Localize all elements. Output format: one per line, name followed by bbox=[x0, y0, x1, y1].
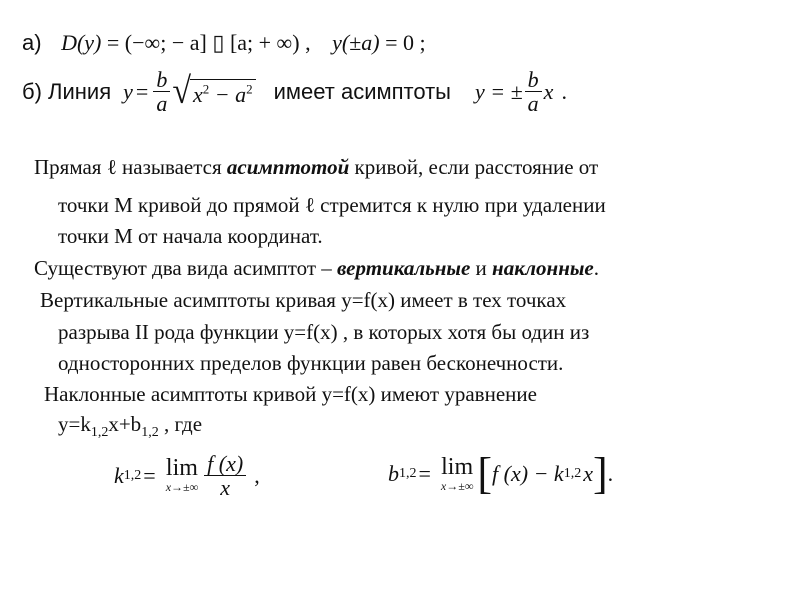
asymptote-lhs: y = ± bbox=[474, 78, 523, 104]
b-lim-word: lim bbox=[441, 453, 474, 480]
types-line bbox=[34, 256, 599, 281]
power-1: 2 bbox=[202, 81, 210, 97]
open-bracket: [ bbox=[477, 449, 493, 498]
part-a-line bbox=[22, 30, 426, 56]
obl-rest: , где bbox=[158, 412, 203, 436]
power-2: 2 bbox=[246, 81, 253, 97]
asymptote-denominator: a bbox=[527, 91, 539, 117]
b-over-a-fraction bbox=[153, 68, 170, 115]
part-b-line bbox=[22, 68, 567, 115]
k-eq: = bbox=[143, 462, 156, 488]
k-lim-sub: x→±∞ bbox=[165, 480, 199, 495]
obl-y: y=k bbox=[58, 412, 91, 436]
domain-eq: = bbox=[106, 30, 120, 55]
k-limit bbox=[166, 456, 198, 494]
def-line-2: точки M кривой до прямой ℓ стремится к нулю при удалении bbox=[58, 193, 606, 217]
obl-sub-1: 1,2 bbox=[90, 425, 109, 441]
asymptote-x: x bbox=[543, 78, 554, 104]
b-lhs: b bbox=[388, 461, 399, 486]
b-lhs-sub: 1,2 bbox=[399, 466, 417, 481]
value-rhs: = 0 bbox=[385, 30, 414, 55]
part-a-semicolon: ; bbox=[419, 30, 426, 55]
b-lim-sub: x→±∞ bbox=[440, 478, 474, 493]
obl-line-1: Наклонные асимптоты кривой y=f(x) имеют уравнение bbox=[44, 382, 537, 406]
b-body-x: x bbox=[583, 461, 593, 486]
radicand-x: x bbox=[192, 82, 203, 108]
formula-k bbox=[114, 452, 260, 499]
k-fraction bbox=[204, 452, 246, 499]
b-dot: . bbox=[607, 461, 614, 486]
vert-line-2: разрыва II рода функции y=f(x) , в которых хотя бы один из bbox=[58, 320, 590, 344]
obl-x: x+b bbox=[108, 412, 142, 436]
b-body: f (x) − k bbox=[492, 461, 564, 486]
vert-line-1: Вертикальные асимптоты кривая y=f(x) имеет в тех точках bbox=[40, 288, 567, 312]
union-glyph: ▯ bbox=[212, 30, 225, 55]
fraction-numerator: b bbox=[153, 68, 170, 92]
asymptote-fraction bbox=[525, 68, 542, 115]
has-asymptotes-text: имеет асимптоты bbox=[273, 78, 451, 104]
types-and: и bbox=[470, 256, 493, 280]
part-a-comma: , bbox=[305, 30, 311, 55]
fraction-denominator: a bbox=[156, 91, 168, 117]
radicand bbox=[190, 79, 256, 109]
obl-sub-2: 1,2 bbox=[141, 425, 159, 441]
k-lhs: k bbox=[114, 462, 124, 488]
term-asymptote: асимптотой bbox=[226, 155, 350, 179]
part-b-y: y bbox=[123, 78, 133, 104]
value-expr: y(±a) bbox=[332, 30, 380, 55]
domain-lhs: D(y) bbox=[61, 30, 102, 55]
radical-sign: √ bbox=[172, 70, 191, 112]
part-b-eq: = bbox=[135, 78, 149, 104]
types-end: . bbox=[593, 256, 599, 280]
def-line-1 bbox=[34, 155, 598, 180]
square-root bbox=[172, 70, 255, 112]
domain-interval-2: [a; + ∞) bbox=[229, 30, 300, 55]
part-a-label: а) bbox=[22, 30, 42, 55]
k-lhs-sub: 1,2 bbox=[123, 467, 142, 483]
obl-line-2 bbox=[58, 412, 202, 441]
def-text-a: Прямая ℓ называется bbox=[34, 155, 227, 179]
k-denominator: x bbox=[220, 475, 231, 501]
radicand-minus-a: − a bbox=[209, 82, 247, 108]
term-vertical: вертикальные bbox=[337, 256, 471, 280]
asymptote-dot: . bbox=[561, 78, 567, 104]
def-line-3: точки M от начала координат. bbox=[58, 224, 323, 248]
part-b-label: б) Линия bbox=[22, 78, 112, 104]
b-limit bbox=[441, 455, 473, 493]
k-numerator: f (x) bbox=[204, 452, 246, 476]
asymptote-numerator: b bbox=[525, 68, 542, 92]
b-eq: = bbox=[418, 461, 431, 486]
k-lim-word: lim bbox=[165, 455, 198, 482]
close-bracket: ] bbox=[592, 449, 608, 498]
k-comma: , bbox=[254, 462, 260, 488]
b-body-sub: 1,2 bbox=[563, 466, 582, 481]
domain-interval-1: (−∞; − a] bbox=[124, 30, 207, 55]
vert-line-3: односторонних пределов функции равен бесконечности. bbox=[58, 351, 564, 375]
formula-b bbox=[388, 449, 614, 498]
types-text: Существуют два вида асимптот – bbox=[34, 256, 338, 280]
def-text-b: кривой, если расстояние от bbox=[349, 155, 599, 179]
term-oblique: наклонные bbox=[492, 256, 594, 280]
